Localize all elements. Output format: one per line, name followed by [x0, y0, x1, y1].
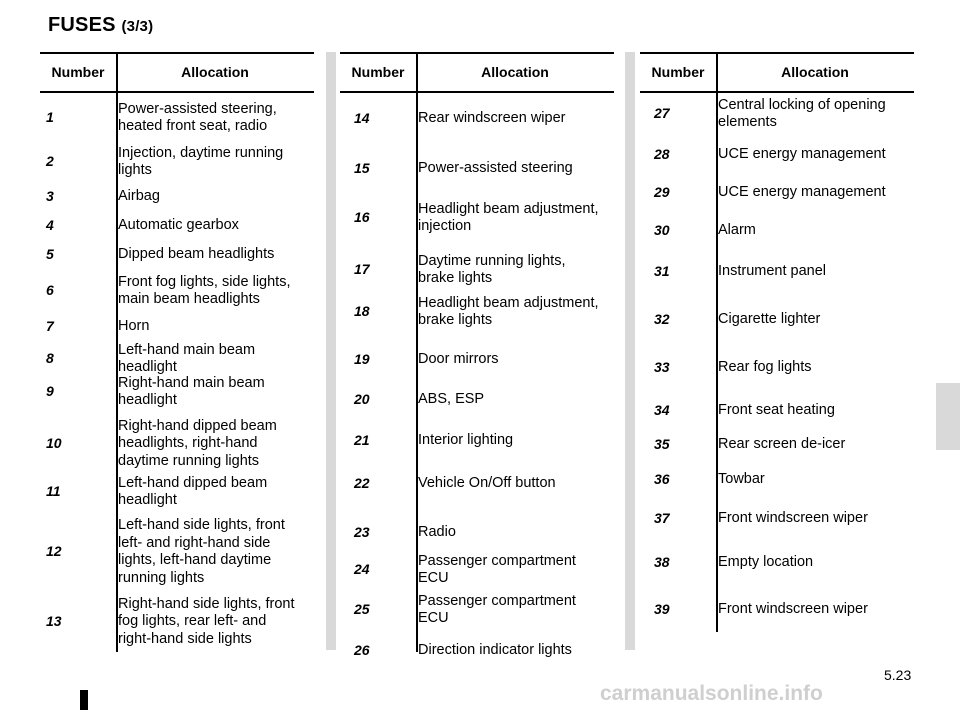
header-allocation: Allocation [481, 64, 549, 80]
fuse-number: 23 [354, 524, 370, 540]
fuse-allocation: Radio [418, 524, 456, 541]
fuse-number: 1 [46, 109, 54, 125]
fuse-allocation: Right-hand side lights, front fog lights, rear left- and right-hand side lights [118, 595, 295, 647]
column-divider [326, 52, 336, 650]
title-sub: (3/3) [121, 18, 154, 35]
fuse-number: 9 [46, 383, 54, 399]
fuse-allocation: Rear screen de-icer [718, 436, 846, 453]
fuse-number: 11 [46, 483, 61, 499]
fuse-allocation: Rear windscreen wiper [418, 110, 566, 127]
title-main: FUSES [48, 14, 116, 36]
header-allocation: Allocation [781, 64, 849, 80]
fuse-allocation: Horn [118, 318, 150, 335]
table-header-rule [640, 91, 914, 93]
fuse-table-3 [640, 52, 914, 634]
fuse-number: 34 [654, 402, 670, 418]
fuse-number: 35 [654, 436, 670, 452]
fuse-allocation: Headlight beam adjustment, injection [418, 200, 599, 234]
fuse-number: 36 [654, 471, 670, 487]
fuse-allocation: Right-hand main beam headlight [118, 374, 265, 408]
fuse-allocation: ABS, ESP [418, 391, 485, 408]
fuse-allocation: Front seat heating [718, 402, 835, 419]
fuse-number: 33 [654, 359, 670, 375]
column-divider [625, 52, 635, 650]
fuse-number: 2 [46, 153, 54, 169]
fuse-number: 16 [354, 209, 370, 225]
fuse-allocation: Alarm [718, 222, 756, 239]
header-number: Number [351, 64, 405, 80]
fuse-number: 25 [354, 601, 370, 617]
fuse-allocation: Dipped beam headlights [118, 246, 275, 263]
fuse-allocation: Passenger compartment ECU [418, 592, 576, 626]
header-allocation: Allocation [181, 64, 249, 80]
fuse-allocation: Injection, daytime running lights [118, 144, 284, 178]
fuse-allocation: Power-assisted steering, heated front seat, radio [118, 100, 277, 134]
fuse-number: 18 [354, 303, 370, 319]
fuse-allocation: Automatic gearbox [118, 217, 239, 234]
fuse-allocation: Central locking of opening elements [718, 96, 886, 130]
fuse-number: 39 [654, 601, 670, 617]
fuse-number: 21 [354, 432, 370, 448]
fuse-allocation: Instrument panel [718, 263, 827, 280]
fuse-allocation: Power-assisted steering [418, 160, 573, 177]
fuse-number: 6 [46, 282, 54, 298]
fuse-table-1 [40, 52, 314, 654]
fuse-allocation: UCE energy management [718, 184, 886, 201]
fuse-number: 5 [46, 246, 54, 262]
watermark: carmanualsonline.info [600, 682, 823, 705]
fuse-allocation: Direction indicator lights [418, 642, 572, 659]
table-header-rule [40, 91, 314, 93]
fuse-number: 12 [46, 543, 62, 559]
fuse-number: 3 [46, 188, 54, 204]
fuse-number: 4 [46, 217, 54, 233]
table-top-rule [340, 52, 614, 54]
fuse-number: 27 [654, 105, 670, 121]
fuse-number: 10 [46, 435, 62, 451]
fuse-allocation: Right-hand dipped beam headlights, right-hand daytime running lights [118, 417, 277, 469]
fuse-number: 17 [354, 261, 370, 277]
table-top-rule [640, 52, 914, 54]
fuse-number: 31 [654, 263, 670, 279]
fuse-allocation: Rear fog lights [718, 359, 812, 376]
fuse-number: 29 [654, 184, 670, 200]
fuse-number: 22 [354, 475, 370, 491]
fuse-number: 38 [654, 554, 670, 570]
fuse-number: 24 [354, 561, 370, 577]
fuse-allocation: Front windscreen wiper [718, 601, 868, 618]
fuse-number: 28 [654, 146, 670, 162]
fuse-allocation: Passenger compartment ECU [418, 552, 576, 586]
fuse-allocation: Airbag [118, 188, 160, 205]
page-title [48, 14, 153, 37]
fuse-allocation: Cigarette lighter [718, 311, 821, 328]
fuse-table-2 [340, 52, 614, 659]
corner-mark [80, 690, 88, 710]
fuse-allocation: Daytime running lights, brake lights [418, 252, 566, 286]
fuse-number: 14 [354, 110, 370, 126]
fuse-number: 13 [46, 613, 62, 629]
fuse-allocation: Vehicle On/Off button [418, 475, 556, 492]
fuse-allocation: UCE energy management [718, 146, 886, 163]
fuse-number: 20 [354, 391, 370, 407]
fuse-allocation: Left-hand dipped beam headlight [118, 474, 268, 508]
fuse-allocation: Front fog lights, side lights, main beam headlights [118, 273, 291, 307]
table-top-rule [40, 52, 314, 54]
fuse-number: 30 [654, 222, 670, 238]
fuse-number: 19 [354, 351, 370, 367]
header-number: Number [51, 64, 105, 80]
fuse-number: 37 [654, 510, 670, 526]
table-header-rule [340, 91, 614, 93]
fuse-allocation: Empty location [718, 554, 814, 571]
fuse-number: 26 [354, 642, 370, 658]
fuse-allocation: Front windscreen wiper [718, 510, 868, 527]
fuse-allocation: Towbar [718, 471, 765, 488]
fuse-number: 8 [46, 350, 54, 366]
fuse-allocation: Left-hand side lights, front left- and right-hand side lights, left-hand daytime running lights [118, 517, 285, 586]
header-number: Number [651, 64, 705, 80]
fuse-allocation: Left-hand main beam headlight [118, 341, 256, 375]
section-tab [936, 383, 960, 450]
fuse-number: 32 [654, 311, 670, 327]
fuse-allocation: Headlight beam adjustment, brake lights [418, 294, 599, 328]
fuse-number: 15 [354, 160, 370, 176]
fuse-allocation: Interior lighting [418, 432, 514, 449]
fuse-number: 7 [46, 318, 54, 334]
page-number: 5.23 [884, 667, 912, 683]
table-column-rule [716, 52, 718, 632]
fuse-allocation: Door mirrors [418, 351, 499, 368]
